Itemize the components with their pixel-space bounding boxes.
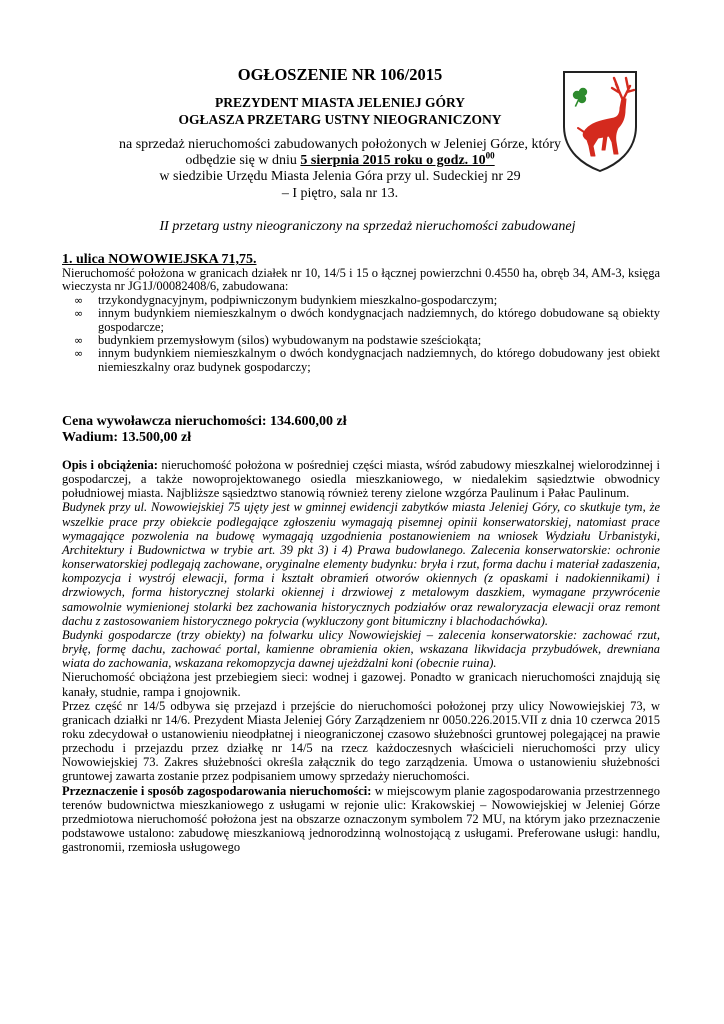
infinity-bullet-icon: ∞ xyxy=(74,307,84,321)
farm-buildings-note-paragraph: Budynki gospodarcze (trzy obiekty) na folwarku ulicy Nowowiejskiej – zalecenia konserwatorskie: zachować rzut, bryłę, formę dachu, zachować portal, kamienne obramienia okien, wskazana likwidacja przybudówek, drewniana wiata do zachowania, wskazana rekomopzycja dawnej ujeżdżalni koni (obecnie ruina). xyxy=(62,627,660,671)
starting-price: Cena wywoławcza nieruchomości: 134.600,00 zł xyxy=(62,414,347,429)
details-body xyxy=(62,458,660,854)
page-title: OGŁOSZENIE NR 106/2015 xyxy=(237,65,443,84)
infinity-bullet-icon: ∞ xyxy=(74,347,84,361)
intro-line-2-prefix: odbędzie się w dniu xyxy=(185,153,301,169)
intro-line-3: w siedzibie Urzędu Miasta Jelenia Góra przy ul. Sudeckiej nr 29 xyxy=(159,169,521,185)
zoning-paragraph xyxy=(62,784,660,855)
issuer-heading: PREZYDENT MIASTA JELENIEJ GÓRY xyxy=(215,95,465,110)
list-item xyxy=(62,334,660,347)
auction-date-text: 5 sierpnia 2015 roku o godz. 10 xyxy=(300,153,486,169)
property-description xyxy=(62,267,660,374)
list-item-text: innym budynkiem niemieszkalnym o dwóch kondygnacjach nadziemnych, do którego dobudowane są obiekty gospodarcze; xyxy=(98,306,660,334)
list-item xyxy=(62,347,660,374)
auction-date xyxy=(300,150,495,169)
easement-paragraph: Przez część nr 14/5 odbywa się przejazd i przejście do nieruchomości położonej przy ulicy Nowowiejskiej 73, w granicach działki nr 14/6. Prezydent Miasta Jeleniej Góry Zarządzeniem nr 0050.226.2015.VII z dnia 10 czerwca 2015 roku zdecydował o ustanowieniu nieodpłatnej i nieograniczonej czasowo służebności gruntowej polegającej na prawie przechodu i przejazdu przez działkę nr 14/5 na rzecz każdoczesnych właścicieli nieruchomości przy ulicy Nowowiejskiej 73. Zakres służebności określa załącznik do tego zarządzenia. Umowa o ustanowieniu służebności gruntowej zawarta zostanie przez podpisaniem umowy sprzedaży nieruchomości. xyxy=(62,698,660,784)
intro-line-1: na sprzedaż nieruchomości zabudowanych położonych w Jeleniej Górze, który xyxy=(118,137,561,152)
list-item xyxy=(62,294,660,307)
auction-time-minutes: 00 xyxy=(485,150,495,161)
description-text: nieruchomość położona w pośredniej części miasta, wśród zabudowy mieszkalnej wielorodzinnej i gospodarczej, a także nowoprojektowanego osiedla mieszkaniowego, w niedalekim sąsiedztwie obwodnicy południowej miasta. Najbliższe sąsiedztwo stanowią również tereny zielone wzgórza Paulinum i Pałac Paulinum. xyxy=(62,458,660,501)
price-block xyxy=(62,414,347,446)
monument-note-paragraph: Budynek przy ul. Nowowiejskiej 75 ujęty jest w gminnej ewidencji zabytków miasta Jeleniej Góry, co skutkuje tym, że wszelkie prace przy obiekcie podlegające zgłoszeniu wymagają pisemnej opinii konserwatorskiej, natomiast prace wymagające pozwolenia na budowę wymagają uzgodnienia postanowieniem na wniosek Wydziału Urbanistyki, Architektury i Budownictwa w trybie art. 39 pkt 3) i 4) Prawa budowlanego. Zalecenia konserwatorskie: ochronie konserwatorskiej podlegają zachowane, oryginalne elementy budynku: bryła i rzut, forma dachu i materiał zadaszenia, kompozycja i wystrój elewacji, forma i kształt obramień otworów okiennych (z opaskami i nadokiennikami) i drzwiowych, forma historycznej stolarki okiennej i drzwiowej z metalowym daszkiem, wymagane przywrócenie samowolnie wymienionej stolarki bez zachowania historycznych podziałów oraz rewaloryzacja elewacji oraz remont dachu z zastosowaniem historycznego pokrycia (wykluczony gont bitumiczny i blachodachówka). xyxy=(62,500,660,628)
infinity-bullet-icon: ∞ xyxy=(74,334,84,348)
description-label: Opis i obciążenia: xyxy=(62,458,158,472)
section-heading: 1. ulica NOWOWIEJSKA 71,75. xyxy=(62,252,257,267)
infinity-bullet-icon: ∞ xyxy=(74,293,84,307)
zoning-label: Przeznaczenie i sposób zagospodarowania nieruchomości: xyxy=(62,783,372,798)
intro-line-4: – I piętro, sala nr 13. xyxy=(281,185,399,201)
deer-coat-of-arms-icon xyxy=(560,68,640,173)
list-item-text: innym budynkiem niemieszkalnym o dwóch kondygnacjach nadziemnych, do którego dobudowany jest obiekt niemieszkalny oraz budynek gospodarczy; xyxy=(98,346,660,374)
building-list xyxy=(62,294,660,374)
description-paragraph xyxy=(62,458,660,500)
list-item-text: budynkiem przemysłowym (silos) wybudowanym na podstawie sześciokąta; xyxy=(98,333,482,348)
intro-paragraph xyxy=(70,137,610,202)
zoning-text: w miejscowym planie zagospodarowania przestrzennego terenów budownictwa mieszkaniowego z usługami w rejonie ulic: Krakowskiej – Nowowiejskiej w Jeleniej Górze przedmiotowa nieruchomość położona jest na obszarze oznaczonym symbolem 72 MU, na którym jako przeznaczenie podstawowe ustalono: zabudowę mieszkaniową jednorodzinną wolnostojącą z usługami. Preferowane usługi: handlu, gastronomii, rzemiosła usługowego xyxy=(62,783,660,855)
intro-line-2 xyxy=(70,150,610,169)
announcement-heading: OGŁASZA PRZETARG USTNY NIEOGRANICZONY xyxy=(178,112,502,127)
list-item xyxy=(62,307,660,334)
utilities-paragraph: Nieruchomość obciążona jest przebiegiem sieci: wodnej i gazowej. Ponadto w granicach nieruchomości znajdują się kanały, studnie, rampa i gnojownik. xyxy=(62,670,660,699)
auction-type-note: II przetarg ustny nieograniczony na sprzedaż nieruchomości zabudowanej xyxy=(159,219,576,234)
list-item-text: trzykondygnacyjnym, podpiwniczonym budynkiem mieszkalno-gospodarczym; xyxy=(98,292,498,307)
property-location-text: Nieruchomość położona w granicach działek nr 10, 14/5 i 15 o łącznej powierzchni 0.4550 ha, obręb 34, AM-3, księga wieczysta nr JG1J/00082408/6, zabudowana: xyxy=(62,266,660,294)
deposit-amount: Wadium: 13.500,00 zł xyxy=(62,430,192,445)
